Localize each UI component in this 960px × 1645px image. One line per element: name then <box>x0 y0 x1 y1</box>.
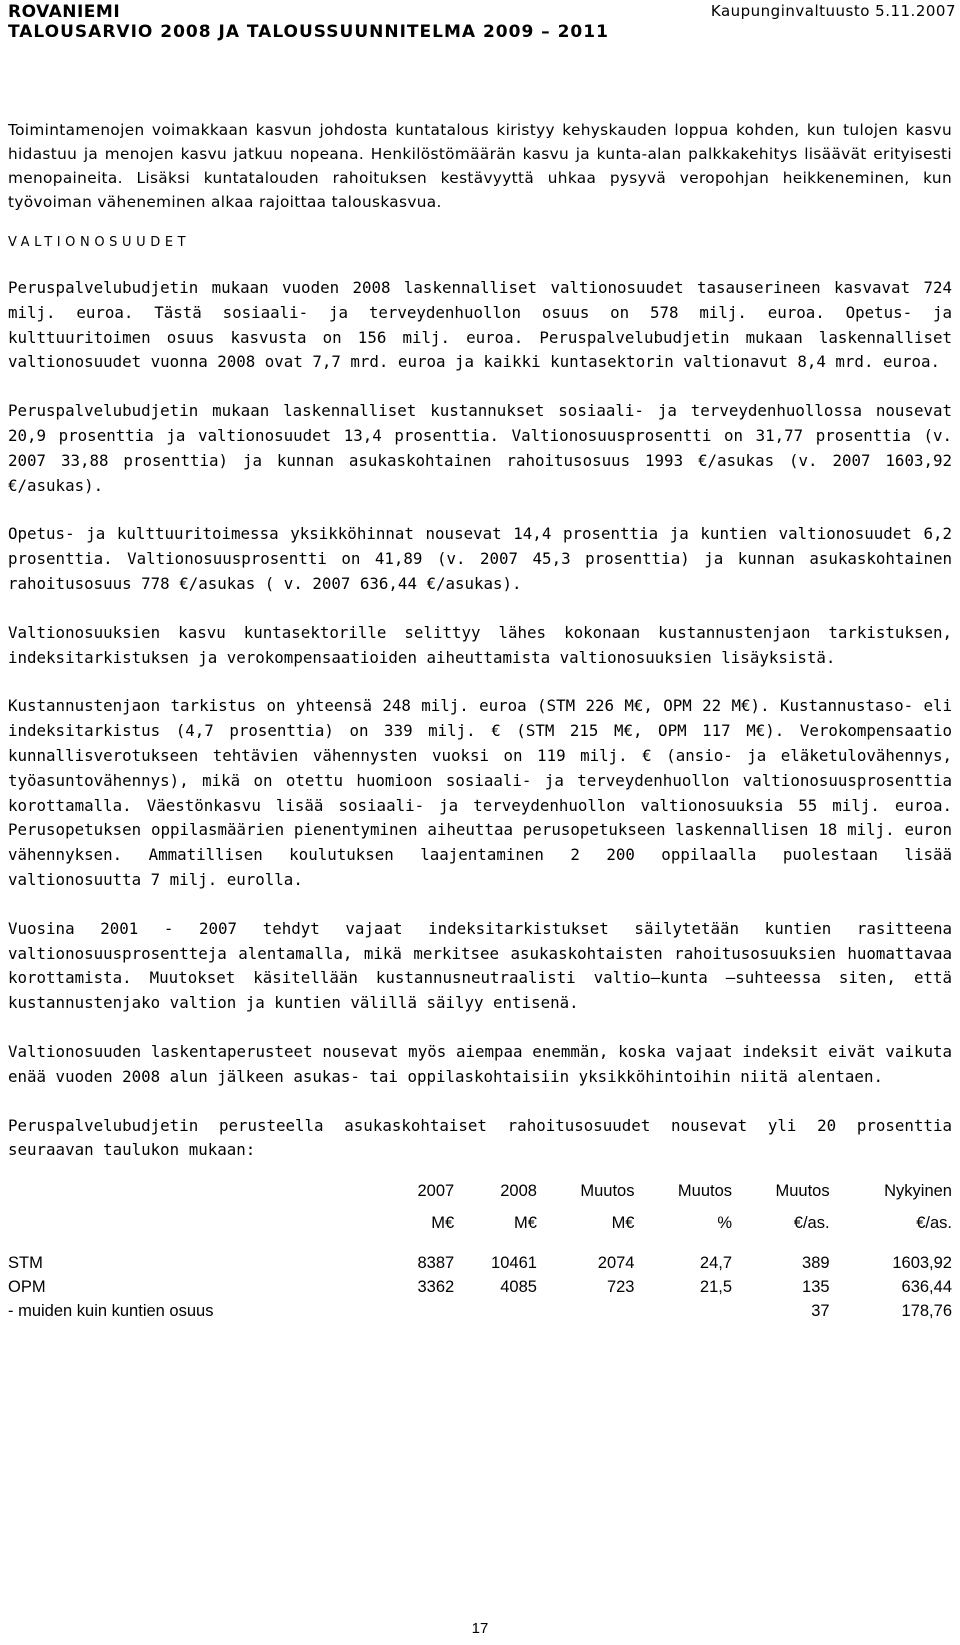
table-cell: 3362 <box>417 1278 455 1297</box>
table-units-row <box>8 1207 952 1239</box>
table-cell: 37 <box>811 1302 830 1321</box>
table-cell: 723 <box>606 1278 635 1297</box>
table-cell: 1603,92 <box>892 1254 952 1273</box>
row-label: STM <box>8 1254 43 1273</box>
paragraph-6: Vuosina 2001 - 2007 tehdyt vajaat indeksitarkistukset säilytetään kuntien rasitteena valtionosuusprosentteja alentamalla, mikä merkitsee asukaskohtaisten rahoitusosuuksien huomattavaa korottamista. Muutokset käsitellään kustannusneutraalisti valtio—kunta —suhteessa siten, että kustannustenjako valtion ja kuntien välillä säilyy entisenä. <box>8 918 952 1013</box>
table-cell: 135 <box>802 1278 830 1297</box>
section-heading: VALTIONOSUUDET <box>8 235 191 250</box>
table-row <box>8 1275 952 1299</box>
row-label: - muiden kuin kuntien osuus <box>8 1302 214 1321</box>
table-row <box>8 1251 952 1275</box>
page-number: 17 <box>471 1620 489 1637</box>
header-org: ROVANIEMI <box>8 2 121 22</box>
unit-header: €/as. <box>793 1214 830 1233</box>
table-cell: 21,5 <box>699 1278 733 1297</box>
unit-header: M€ <box>611 1214 635 1233</box>
unit-header: % <box>717 1214 733 1233</box>
unit-header: M€ <box>431 1214 455 1233</box>
table-header-row <box>8 1175 952 1207</box>
table-cell: 8387 <box>417 1254 455 1273</box>
table-row <box>8 1299 952 1323</box>
table-corner <box>8 1207 388 1239</box>
header-title: TALOUSARVIO 2008 JA TALOUSSUUNNITELMA 2009 – 2011 <box>8 22 609 42</box>
col-header: 2008 <box>500 1182 537 1201</box>
col-header: Muutos <box>677 1182 733 1201</box>
paragraph-1: Peruspalvelubudjetin mukaan vuoden 2008 laskennalliset valtionosuudet tasauserineen kasvavat 724 milj. euroa. Tästä sosiaali- ja terveydenhuollon osuus on 578 milj. euroa. Opetus- ja kulttuuritoimen osuus kasvusta on 156 milj. euroa. Peruspalvelubudjetin mukaan laskennalliset valtionosuudet vuonna 2008 ovat 7,7 mrd. euroa ja kaikki kuntasektorin valtionavut 8,4 mrd. euroa. <box>8 278 952 372</box>
col-header: Muutos <box>580 1182 635 1201</box>
table-cell: 24,7 <box>699 1254 733 1273</box>
page-header <box>0 0 960 50</box>
row-label: OPM <box>8 1278 46 1297</box>
unit-header: M€ <box>514 1214 537 1233</box>
col-header: Muutos <box>775 1182 830 1201</box>
paragraph-7: Valtionosuuden laskentaperusteet nousevat myös aiempaa enemmän, koska vajaat indeksit eivät vaikuta enää vuoden 2008 alun jälkeen asukas- tai oppilaskohtaisiin yksikköhintoihin niitä alentaen. <box>8 1041 952 1086</box>
col-header: Nykyinen <box>884 1182 952 1201</box>
paragraph-5: Kustannustenjaon tarkistus on yhteensä 248 milj. euroa (STM 226 M€, OPM 22 M€). Kustannustaso- eli indeksitarkistus (4,7 prosenttia) on 339 milj. € (STM 215 M€, OPM 117 M€). Verokompensaatio kunnallisverotukseen tehtävien vähennysten vuoksi on 119 milj. € (ansio- ja eläketulovähennys, työasuntovähennys), mikä on otettu huomioon sosiaali- ja terveydenhuollon valtionosuusprosenttia korottamalla. Väestönkasvu lisää sosiaali- ja terveydenhuollon valtionosuuksia 55 milj. euroa. Perusopetuksen oppilasmäärien pienentyminen aiheuttaa perusopetukseen laskennallisen 18 milj. euron vähennyksen. Ammatillisen koulutuksen laajentaminen 2 200 oppilaalla puolestaan lisää valtionosuutta 7 milj. eurolla. <box>8 696 952 889</box>
paragraph-4: Valtionosuuksien kasvu kuntasektorille selittyy lähes kokonaan kustannustenjaon tarkistuksen, indeksitarkistuksen ja verokompensaatioiden aiheuttamista valtionosuuksien lisäyksistä. <box>8 622 952 667</box>
table-cell: 4085 <box>500 1278 537 1297</box>
table-cell: 389 <box>802 1254 830 1273</box>
document-body <box>8 118 952 1323</box>
table-cell <box>634 1299 732 1323</box>
table-cell: 2074 <box>597 1254 635 1273</box>
paragraph-8: Peruspalvelubudjetin perusteella asukaskohtaiset rahoitusosuudet nousevat yli 20 prosenttia seuraavan taulukon mukaan: <box>8 1115 952 1160</box>
table-cell: 178,76 <box>901 1302 952 1321</box>
intro-paragraph: Toimintamenojen voimakkaan kasvun johdosta kuntatalous kiristyy kehyskauden loppua kohden, kun tulojen kasvu hidastuu ja menojen kasvu jatkuu nopeana. Henkilöstömäärän kasvu ja kunta-alan palkkakehitys lisäävät erityisesti menopaineita. Lisäksi kuntatalouden rahoituksen kestävyyttä uhkaa pysyvä veropohjan heikkeneminen, kun työvoiman väheneminen alkaa rajoittaa talouskasvua. <box>8 121 952 211</box>
table-cell: 636,44 <box>901 1278 952 1297</box>
table-corner <box>8 1175 388 1207</box>
table-gap <box>8 1239 952 1251</box>
table-cell <box>454 1299 537 1323</box>
funding-table <box>8 1175 952 1323</box>
col-header: 2007 <box>417 1182 455 1201</box>
table-cell <box>537 1299 635 1323</box>
unit-header: €/as. <box>916 1214 952 1233</box>
header-meeting-date: Kaupunginvaltuusto 5.11.2007 <box>710 2 956 20</box>
paragraph-2: Peruspalvelubudjetin mukaan laskennalliset kustannukset sosiaali- ja terveydenhuollossa nousevat 20,9 prosenttia ja valtionosuudet 13,4 prosenttia. Valtionosuusprosentti on 31,77 prosenttia (v. 2007 33,88 prosenttia) ja kunnan asukaskohtainen rahoitusosuus 1993 €/asukas (v. 2007 1603,92 €/asukas). <box>8 401 952 495</box>
table-cell: 10461 <box>491 1254 537 1273</box>
paragraph-3: Opetus- ja kulttuuritoimessa yksikköhinnat nousevat 14,4 prosenttia ja kuntien valtionosuudet 6,2 prosenttia. Valtionosuusprosentti on 41,89 (v. 2007 45,3 prosenttia) ja kunnan asukaskohtainen rahoitusosuus 778 €/asukas ( v. 2007 636,44 €/asukas). <box>8 524 952 593</box>
table-cell <box>388 1299 454 1323</box>
